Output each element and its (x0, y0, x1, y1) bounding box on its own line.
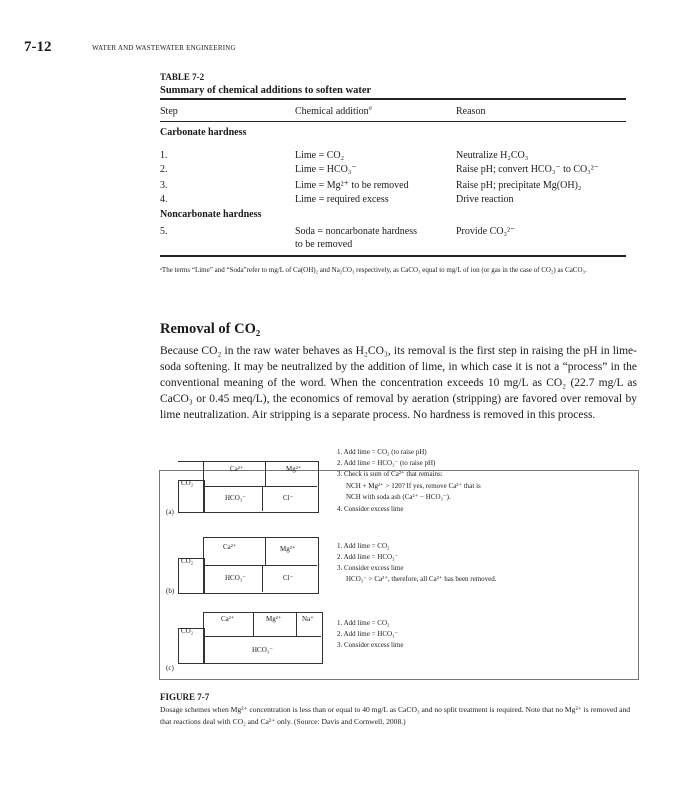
panel-a-hco3-label: HCO₃⁻ (225, 494, 246, 502)
panel-b-step-2: 2. Add lime = HCO₃⁻ (337, 553, 399, 561)
row-2-step: 2. (160, 164, 168, 175)
column-header-step: Step (160, 106, 178, 117)
panel-b-ca-label: Ca²⁺ (223, 543, 237, 551)
row-5-step: 5. (160, 226, 168, 237)
panel-c-label: (c) (166, 664, 174, 672)
column-header-chemical (295, 106, 372, 117)
row-4-reason: Drive reaction (456, 194, 514, 205)
panel-c-step-2: 2. Add lime = HCO₃⁻ (337, 630, 399, 638)
table-label: TABLE 7-2 (160, 72, 205, 82)
table-bottom-rule (160, 255, 626, 257)
panel-a-co2-label: CO₂ (181, 479, 194, 487)
panel-c-divider-ca-mg (253, 612, 254, 636)
panel-c-divider-h (203, 636, 321, 637)
panel-c-na-label: Na⁺ (302, 615, 314, 623)
column-header-reason: Reason (456, 106, 486, 117)
section-carbonate-hardness: Carbonate hardness (160, 127, 247, 138)
panel-b-hco3-label: HCO₃⁻ (225, 574, 246, 582)
row-3-reason: Raise pH; precipitate Mg(OH)₂ (456, 180, 582, 191)
panel-c-step-1: 1. Add lime = CO₂ (337, 619, 390, 627)
row-5-chemical: Soda = noncarbonate hardness (295, 226, 417, 237)
running-head: WATER AND WASTEWATER ENGINEERING (92, 44, 236, 52)
row-1-step: 1. (160, 150, 168, 161)
panel-b-label: (b) (166, 587, 175, 595)
section-heading: Removal of CO₂ (160, 321, 261, 337)
panel-c-co2-label: CO₂ (181, 627, 194, 635)
panel-a-step-2: 2. Add lime = HCO₃⁻ (to raise pH) (337, 459, 436, 467)
table-title: Summary of chemical additions to soften water (160, 85, 372, 96)
panel-b-mg-label: Mg²⁺ (280, 545, 296, 553)
panel-a-divider-bottom (262, 486, 263, 511)
row-5-reason: Provide CO₃²⁻ (456, 226, 516, 237)
panel-b-divider-bottom (262, 565, 263, 592)
row-3-chemical: Lime = Mg²⁺ to be removed (295, 180, 409, 191)
row-1-reason: Neutralize H₂CO₃ (456, 150, 529, 161)
panel-a-step-3-line-3: NCH with soda ash (Ca²⁺ − HCO₃⁻). (346, 493, 451, 501)
row-4-step: 4. (160, 194, 168, 205)
panel-a-step-3-line-2: NCH + Mg²⁺ > 120? If yes, remove Ca²⁺ that is (346, 482, 481, 490)
row-2-chemical: Lime = HCO₃⁻ (295, 164, 357, 175)
panel-a-step-4: 4. Consider excess lime (337, 505, 404, 513)
column-header-chemical-text: Chemical addition (295, 106, 369, 117)
row-3-step: 3. (160, 180, 168, 191)
panel-b-cl-label: Cl⁻ (283, 574, 294, 582)
table-footnote: ᵃThe terms “Lime” and “Soda”refer to mg/L of Ca(OH)₂ and Na₂CO₃ respectively, as CaCO₃ equal to mg/L of ion (or gas in the case of CO₂) as CaCO₃. (160, 266, 587, 274)
panel-b-step-3-line-2: HCO₃⁻ > Ca²⁺, therefore, all Ca²⁺ has been removed. (346, 575, 497, 583)
panel-c-ca-label: Ca²⁺ (221, 615, 235, 623)
row-5-chemical-continued: to be removed (295, 239, 353, 250)
panel-b-divider-h (203, 565, 317, 566)
row-1-chemical: Lime = CO₂ (295, 150, 345, 161)
footnote-marker: a (368, 104, 372, 112)
panel-b-step-1: 1. Add lime = CO₂ (337, 542, 390, 550)
table-header-rule (160, 121, 626, 122)
panel-a-label: (a) (166, 508, 174, 516)
row-4-chemical: Lime = required excess (295, 194, 389, 205)
figure-label: FIGURE 7-7 (160, 692, 210, 702)
panel-a-ca-label: Ca²⁺ (230, 465, 244, 473)
page-number: 7-12 (24, 39, 52, 55)
panel-a-cl-label: Cl⁻ (283, 494, 294, 502)
panel-b-co2-label: CO₂ (181, 557, 194, 565)
table-top-rule (160, 98, 626, 100)
panel-c-divider-mg-na (296, 612, 297, 636)
panel-b-step-3: 3. Consider excess lime (337, 564, 404, 572)
panel-a-divider-h (203, 486, 317, 487)
panel-a-step-3: 3. Check is sum of Ca²⁺ that remains: (337, 470, 443, 478)
panel-c-hco3-label: HCO₃⁻ (252, 646, 273, 654)
panel-a-divider-top (265, 461, 266, 486)
body-paragraph: Because CO₂ in the raw water behaves as H₂CO₃, its removal is the first step in raising the pH in lime-soda softening. It may be neutralized by the addition of lime, in which case it is not a “process” in the conventional meaning of the word. When the concentration exceeds 10 mg/L as CO₂ (22.7 mg/L as CaCO₃ or 0.45 meq/L), the economics of removal by aeration (stripping) are favored over removal by lime neutralization. Air stripping is a separate process. No hardness is removed in this process. (160, 345, 637, 421)
section-noncarbonate-hardness: Noncarbonate hardness (160, 209, 262, 220)
panel-b-divider-top (265, 537, 266, 565)
panel-c-mg-label: Mg²⁺ (266, 615, 282, 623)
figure-caption: Dosage schemes when Mg²⁺ concentration is less than or equal to 40 mg/L as CaCO₃ and no split treatment is required. Note that no Mg²⁺ is removed and that reactions deal with CO₂ and Ca²⁺ only. (Source: Davis and Cornwell, 2008.) (160, 705, 631, 726)
panel-a-mg-label: Mg²⁺ (286, 465, 302, 473)
row-2-reason: Raise pH; convert HCO₃⁻ to CO₃²⁻ (456, 164, 600, 175)
panel-a-step-1: 1. Add lime = CO₂ (to raise pH) (337, 448, 427, 456)
panel-c-step-3: 3. Consider excess lime (337, 641, 404, 649)
